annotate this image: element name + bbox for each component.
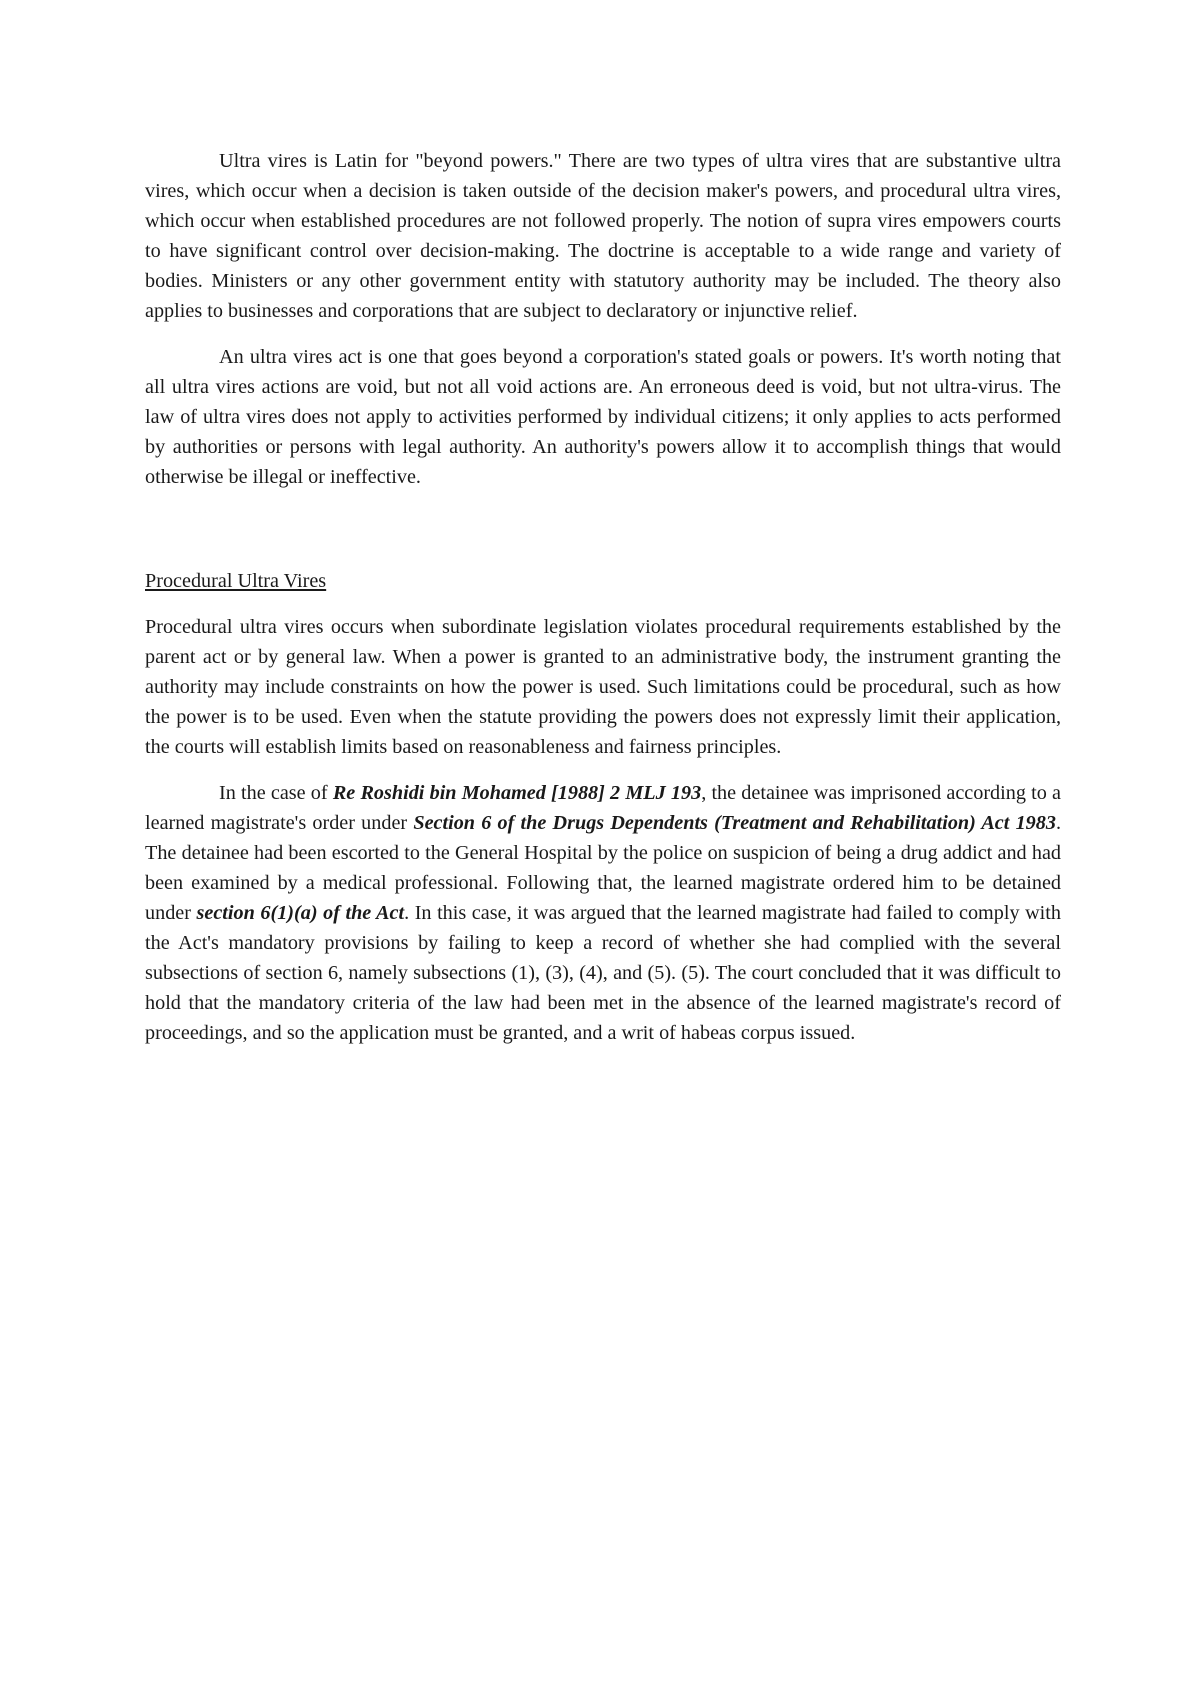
case-citation: Re Roshidi bin Mohamed [1988] 2 MLJ 193: [332, 782, 702, 804]
section-heading-procedural-ultra-vires: Procedural Ultra Vires: [145, 570, 327, 592]
statute-citation: Section 6 of the Drugs Dependents (Treatment and Rehabilitation) Act 1983: [413, 812, 1056, 834]
paragraph-case-roshidi: [145, 778, 1061, 1048]
case-text-3: . The detainee had been escorted to the General Hospital by the police on suspicion of being a drug addict and had been examined by a medical professional. Following that, the learned magistrate ordered him to be detained under: [145, 812, 1061, 924]
document-body: [145, 146, 1061, 1048]
paragraph-ultra-vires-act: An ultra vires act is one that goes beyond a corporation's stated goals or powers. It's worth noting that all ultra vires actions are void, but not all void actions are. An erroneous deed is void, but not ultra-virus. The law of ultra vires does not apply to activities performed by individual citizens; it only applies to acts performed by authorities or persons with legal authority. An authority's powers allow it to accomplish things that would otherwise be illegal or ineffective.: [145, 346, 1061, 488]
case-text-1: In the case of: [219, 782, 333, 804]
case-text-2: , the detainee was imprisoned according to a learned magistrate's order under: [145, 782, 1062, 834]
paragraph-intro: Ultra vires is Latin for "beyond powers." There are two types of ultra vires that are substantive ultra vires, which occur when a decision is taken outside of the decision maker's powers, and procedural ultra vires, which occur when established procedures are not followed properly. The notion of supra vires empowers courts to have significant control over decision-making. The doctrine is acceptable to a wide range and variety of bodies. Ministers or any other government entity with statutory authority may be included. The theory also applies to businesses and corporations that are subject to declaratory or injunctive relief.: [145, 150, 1061, 322]
section-citation: section 6(1)(a) of the Act: [196, 902, 405, 924]
paragraph-procedural-definition: Procedural ultra vires occurs when subordinate legislation violates procedural requirements established by the parent act or by general law. When a power is granted to an administrative body, the instrument granting the authority may include constraints on how the power is used. Such limitations could be procedural, such as how the power is to be used. Even when the statute providing the powers does not expressly limit their application, the courts will establish limits based on reasonableness and fairness principles.: [145, 616, 1061, 758]
case-text-4: . In this case, it was argued that the learned magistrate had failed to comply with the Act's mandatory provisions by failing to keep a record of whether she had complied with the several subsections of section 6, namely subsections (1), (3), (4), and (5). (5). The court concluded that it was difficult to hold that the mandatory criteria of the law had been met in the absence of the learned magistrate's record of proceedings, and so the application must be granted, and a writ of habeas corpus issued.: [145, 902, 1061, 1044]
